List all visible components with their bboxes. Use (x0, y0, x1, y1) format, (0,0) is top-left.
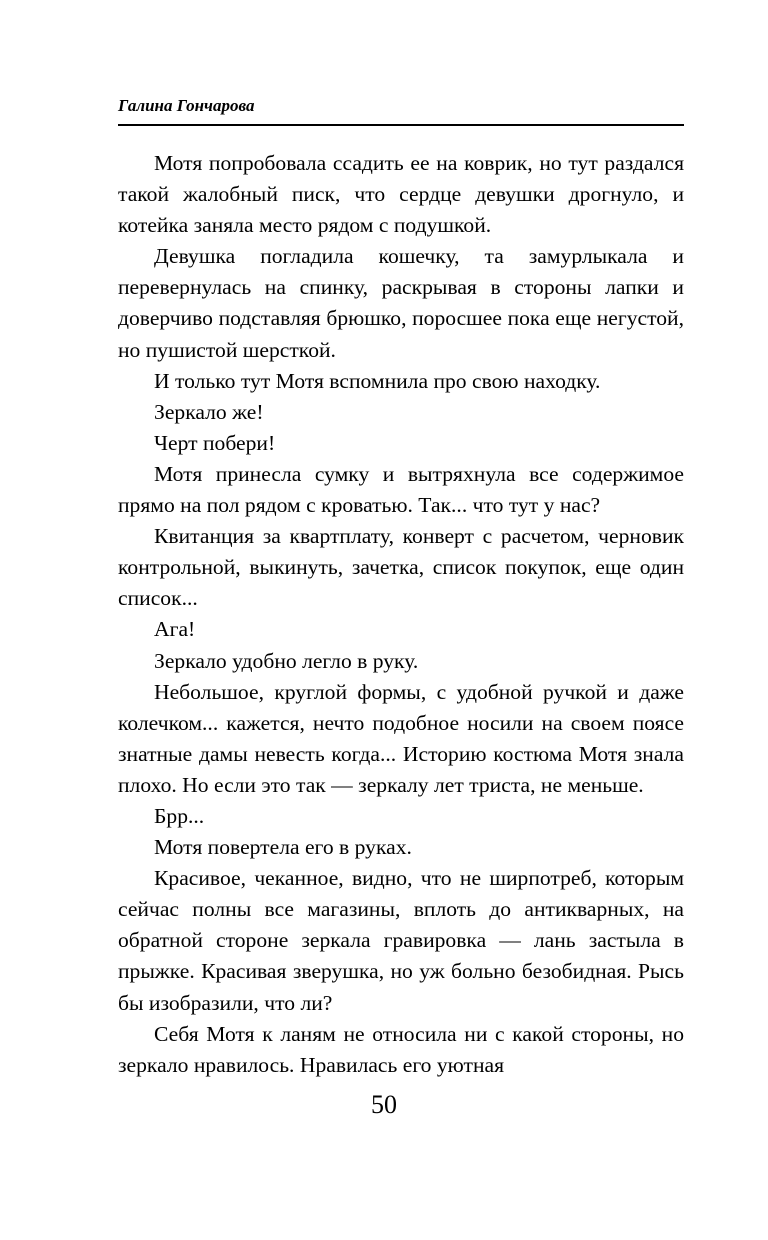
paragraph: Зеркало удобно легло в руку. (154, 648, 419, 673)
paragraph: Мотя повертела его в руках. (154, 835, 412, 860)
running-header (118, 96, 684, 116)
page-number: 50 (371, 1090, 397, 1119)
author-name: Галина Гончарова (118, 96, 255, 115)
paragraph: Себя Мотя к ланям не относила ни с какой стороны, но зеркало нравилось. Нравилась его уютная (118, 1021, 684, 1077)
body-text (118, 148, 684, 1081)
paragraph: Брр... (154, 803, 205, 828)
header-rule (118, 124, 684, 126)
paragraph: Черт побери! (154, 430, 276, 455)
paragraph: Красивое, чеканное, видно, что не ширпотреб, которым сейчас полны все магазины, вплоть до антикварных, на обратной стороне зеркала гравировка — лань застыла в прыжке. Красивая зверушка, но уж больно безобидная. Рысь бы изобразили, что ли? (118, 866, 684, 1015)
paragraph: Мотя попробовала ссадить ее на коврик, но тут раздался такой жалобный писк, что сердце девушки дрогнуло, и котейка заняла место рядом с подушкой. (118, 151, 684, 238)
paragraph: Небольшое, круглой формы, с удобной ручкой и даже колечком... кажется, нечто подобное носили на своем поясе знатные дамы невесть когда... Историю костюма Мотя знала плохо. Но если это так — зеркалу лет триста, не меньше. (118, 679, 684, 797)
paragraph: Девушка погладила кошечку, та замурлыкала и перевернулась на спинку, раскрывая в стороны лапки и доверчиво подставляя брюшко, поросшее пока еще негустой, но пушистой шерсткой. (118, 244, 684, 362)
paragraph: Мотя принесла сумку и вытряхнула все содержимое прямо на пол рядом с кроватью. Так... что тут у нас? (118, 461, 684, 518)
paragraph: И только тут Мотя вспомнила про свою находку. (154, 368, 601, 393)
paragraph: Ага! (154, 617, 196, 642)
paragraph: Квитанция за квартплату, конверт с расчетом, черновик контрольной, выкинуть, зачетка, список покупок, еще один список... (118, 524, 684, 611)
paragraph: Зеркало же! (154, 399, 264, 424)
